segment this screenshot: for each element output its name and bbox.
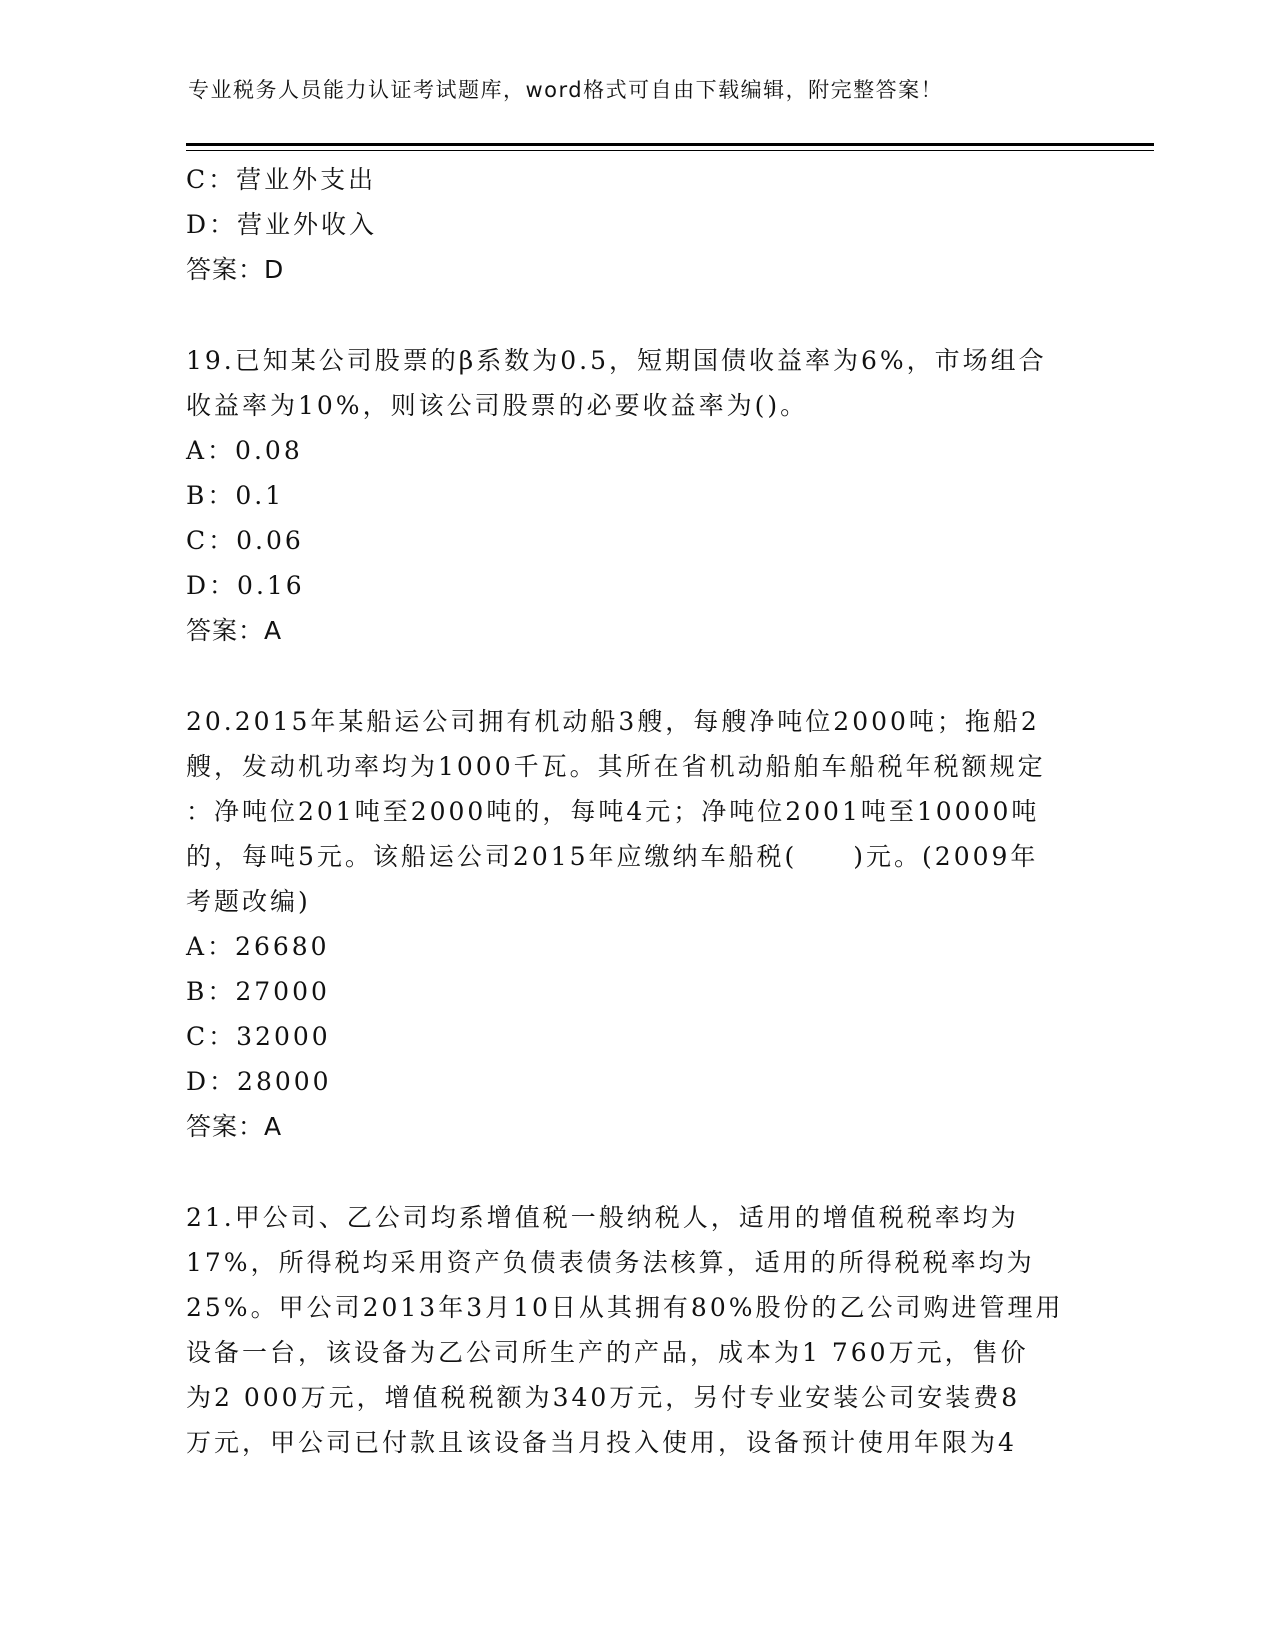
question-text-line: 考题改编)	[186, 887, 311, 916]
question-19	[186, 338, 1086, 653]
question-20	[186, 699, 1086, 1149]
question-21	[186, 1195, 1086, 1465]
option-d: D：0.16	[186, 571, 305, 600]
question-text-line: 21.甲公司、乙公司均系增值税一般纳税人，适用的增值税税率均为	[186, 1203, 1019, 1232]
option-c: C：0.06	[186, 526, 304, 555]
option-c: C：32000	[186, 1022, 331, 1051]
option-b: B：0.1	[186, 481, 285, 510]
answer-line: 答案：D	[186, 255, 285, 284]
header-rule-thick	[186, 143, 1154, 146]
question-text-line: 收益率为10%，则该公司股票的必要收益率为()。	[186, 391, 809, 420]
question-text-line: 19.已知某公司股票的β系数为0.5，短期国债收益率为6%，市场组合	[186, 346, 1047, 375]
question-text-line: 为2 000万元，增值税税额为340万元，另付专业安装公司安装费8	[186, 1383, 1021, 1412]
question-text-line: 25%。甲公司2013年3月10日从其拥有80%股份的乙公司购进管理用	[186, 1293, 1064, 1322]
question-text-line: 艘，发动机功率均为1000千瓦。其所在省机动船舶车船税年税额规定	[186, 752, 1046, 781]
question-text-line: 的，每吨5元。该船运公司2015年应缴纳车船税( )元。(2009年	[186, 842, 1039, 871]
header-rule-thin	[186, 150, 1154, 151]
option-a: A：0.08	[186, 436, 303, 465]
page-header: 专业税务人员能力认证考试题库，word格式可自由下载编辑，附完整答案！	[188, 78, 944, 102]
option-d: D：28000	[186, 1067, 332, 1096]
answer-line: 答案：A	[186, 1112, 283, 1141]
answer-line: 答案：A	[186, 616, 283, 645]
option-c: C：营业外支出	[186, 165, 377, 194]
question-text-line: 17%，所得税均采用资产负债表债务法核算，适用的所得税税率均为	[186, 1248, 1035, 1277]
question-text-line: ：净吨位201吨至2000吨的，每吨4元；净吨位2001吨至10000吨	[186, 797, 1040, 826]
question-text-line: 设备一台，该设备为乙公司所生产的产品，成本为1 760万元，售价	[186, 1338, 1029, 1367]
question-text-line: 万元，甲公司已付款且该设备当月投入使用，设备预计使用年限为4	[186, 1428, 1017, 1457]
option-a: A：26680	[186, 932, 330, 961]
option-d: D：营业外收入	[186, 210, 378, 239]
question-text-line: 20.2015年某船运公司拥有机动船3艘，每艘净吨位2000吨；拖船2	[186, 707, 1040, 736]
option-b: B：27000	[186, 977, 330, 1006]
question-content	[186, 157, 1086, 1465]
